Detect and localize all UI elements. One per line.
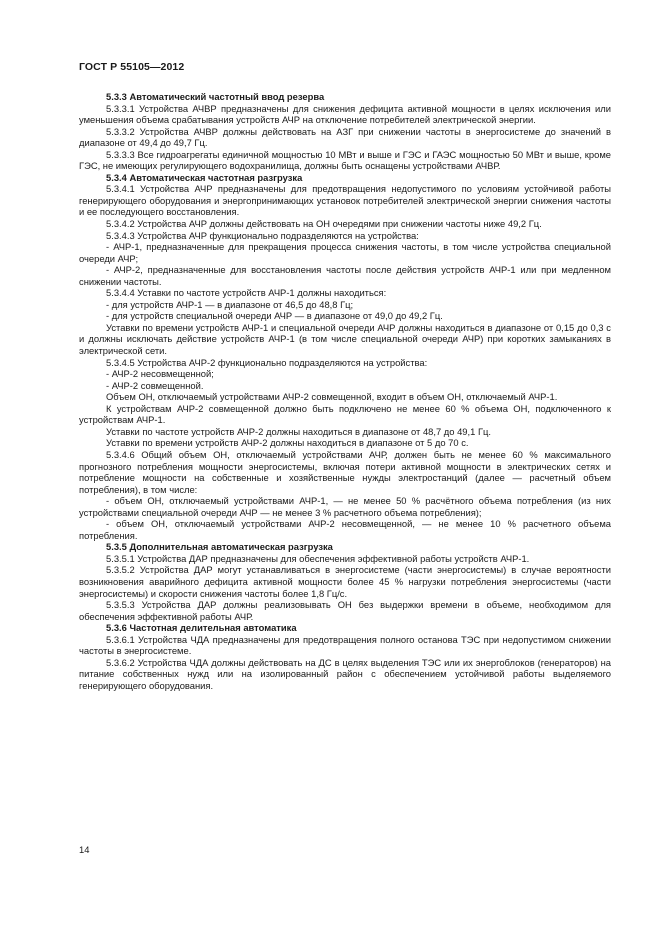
paragraph: - АЧР-2 несовмещенной;	[106, 368, 214, 380]
paragraph: - АЧР-1, предназначенные для прекращения процесса снижения частоты, в том числе устройства специальной очереди АЧР;	[79, 241, 611, 264]
paragraph: 5.3.4.2 Устройства АЧР должны действовать на ОН очередями при снижении частоты ниже 49,2 Гц.	[106, 218, 542, 230]
paragraph: 5.3.4.1 Устройства АЧР предназначены для предотвращения недопустимого по условиям устойчивой работы генерирующего оборудования и энергопринимающих установок потребителей электрической энергии снижения частоты и ее последующего восстановления.	[79, 183, 611, 218]
document-header: ГОСТ Р 55105—2012	[79, 61, 185, 73]
paragraph: - АЧР-2 совмещенной.	[106, 379, 204, 391]
paragraph: 5.3.3.3 Все гидроагрегаты единичной мощностью 10 МВт и выше и ГЭС и ГАЭС мощностью 50 МВт и выше, кроме ГЭС, не имеющих регулирующего водохранилища, должны быть оснащены устройствами АЧВР.	[79, 148, 611, 172]
paragraph: 5.3.5.3 Устройства ДАР должны реализовывать ОН без выдержки времени в объеме, необходимом для обеспечения эффективной работы АЧР.	[79, 599, 611, 622]
page-number: 14	[79, 844, 90, 855]
paragraph: Объем ОН, отключаемый устройствами АЧР-2 совмещенной, входит в объем ОН, отключаемый АЧР-1.	[106, 391, 558, 403]
paragraph: - объем ОН, отключаемый устройствами АЧР-2 несовмещенной, — не менее 10 % расчетного объема потребления.	[79, 518, 611, 541]
section-heading: 5.3.3 Автоматический частотный ввод резерва	[106, 91, 325, 102]
paragraph: 5.3.3.2 Устройства АЧВР должны действовать на АЗГ при снижении частоты в энергосистеме до значений в диапазоне от 49,4 до 49,7 Гц.	[79, 125, 611, 149]
paragraph: К устройствам АЧР-2 совмещенной должно быть подключено не менее 60 % объема ОН, подключенного к устройствам АЧР-1.	[79, 402, 611, 426]
paragraph: Уставки по времени устройств АЧР-1 и специальной очереди АЧР должны находиться в диапазоне от 0,15 до 0,3 с и должны исключать действие устройств АЧР-1 (в том числе специальной очереди АЧР) при коротких замыканиях в электрической сети.	[79, 321, 611, 357]
paragraph: - АЧР-2, предназначенные для восстановления частоты после действия устройств АЧР-1 или при медленном снижении частоты.	[79, 264, 611, 287]
paragraph: Уставки по частоте устройств АЧР-2 должны находиться в диапазоне от 48,7 до 49,1 Гц.	[106, 425, 491, 437]
paragraph: 5.3.6.1 Устройства ЧДА предназначены для предотвращения полного останова ТЭС при недопустимом снижении частоты в энергосистеме.	[79, 633, 611, 657]
paragraph: 5.3.4.4 Уставки по частоте устройств АЧР-1 должны находиться:	[106, 287, 387, 299]
paragraph: 5.3.3.1 Устройства АЧВР предназначены для снижения дефицита активной мощности в целях исключения или уменьшения объема срабатывания устройств АЧР на отключение потребителей электрической энергии.	[79, 102, 611, 126]
section-heading: 5.3.5 Дополнительная автоматическая разгрузка	[106, 541, 333, 553]
document-body	[79, 91, 611, 691]
paragraph: 5.3.5.1 Устройства ДАР предназначены для обеспечения эффективной работы устройств АЧР-1.	[106, 552, 530, 564]
paragraph: 5.3.5.2 Устройства ДАР могут устанавливаться в энергосистеме (части энергосистемы) в случае вероятности возникновения аварийного дефицита активной мощности более 45 % нагрузки потребления энергосистемы (части энергосистемы) и скорости снижения частоты более 1,8 Гц/с.	[79, 564, 611, 599]
paragraph: - для устройств специальной очереди АЧР — в диапазоне от 49,0 до 49,2 Гц.	[106, 310, 443, 322]
paragraph: 5.3.4.3 Устройства АЧР функционально подразделяются на устройства:	[106, 229, 419, 241]
section-heading: 5.3.6 Частотная делительная автоматика	[106, 622, 297, 634]
paragraph: 5.3.4.6 Общий объем ОН, отключаемый устройствами АЧР, должен быть не менее 60 % максимального прогнозного потребления мощности энергосистемы, включая потери активной мощности в электрических сетях и потребление мощности на собственные и хозяйственные нужды электростанций (далее — расчетный объем потребления), в том числе:	[79, 448, 611, 495]
section-heading: 5.3.4 Автоматическая частотная разгрузка	[106, 171, 303, 183]
paragraph: 5.3.6.2 Устройства ЧДА должны действовать на ДС в целях выделения ТЭС или их энергоблоков (генераторов) на питание собственных нужд или на изолированный район с обеспечением устойчивой работы выделяемого генерирующего оборудования.	[79, 656, 611, 691]
paragraph: - для устройств АЧР-1 — в диапазоне от 46,5 до 48,8 Гц;	[106, 298, 354, 310]
paragraph: 5.3.4.5 Устройства АЧР-2 функционально подразделяются на устройства:	[106, 356, 428, 368]
paragraph: Уставки по времени устройств АЧР-2 должны находиться в диапазоне от 5 до 70 с.	[106, 437, 469, 449]
paragraph: - объем ОН, отключаемый устройствами АЧР-1, — не менее 50 % расчётного объема потребления (из них устройствами специальной очереди АЧР — не менее 3 % расчетного объема потребления);	[79, 495, 611, 518]
